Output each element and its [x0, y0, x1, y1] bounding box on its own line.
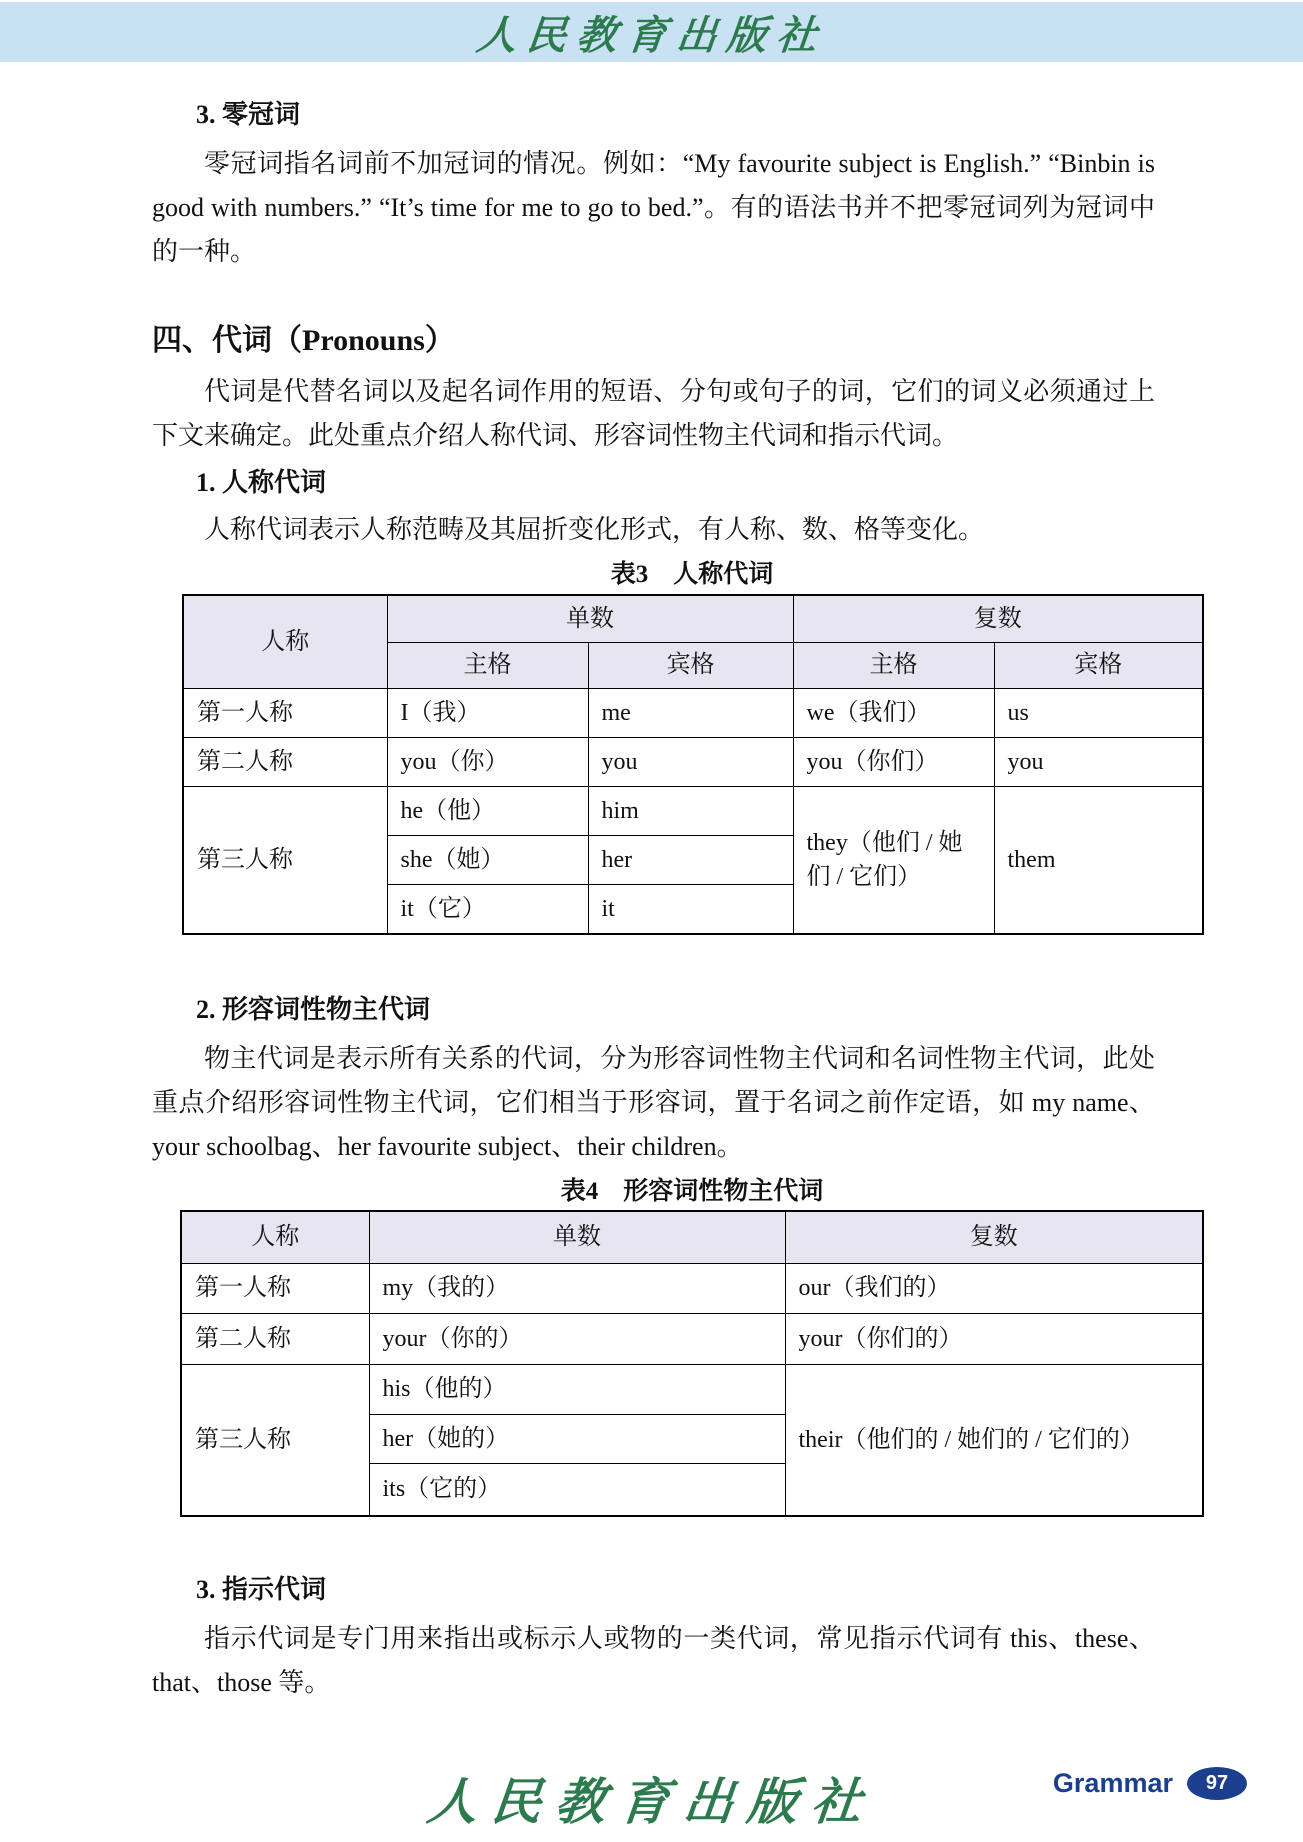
table3-header-plural: 复数 [793, 595, 1203, 642]
table4-r3-pl: their（他们的 / 她们的 / 它们的） [785, 1364, 1203, 1516]
table3-r1-pl-nom: we（我们） [793, 688, 994, 737]
table-row [181, 1263, 1203, 1313]
table3-r1-person: 第一人称 [183, 688, 387, 737]
footer-nav [1053, 1767, 1247, 1800]
table3-r2-person: 第二人称 [183, 737, 387, 786]
table3-r1-sg-obj: me [588, 688, 793, 737]
table3-header-pl-objective: 宾格 [994, 642, 1203, 688]
paragraph-zero-article: 零冠词指名词前不加冠词的情况。例如：“My favourite subject is English.” “Binbin is good with numbers.” “It’s time for me to go to bed.”。有的语法书并不把零冠词列为冠词中的一种。 [152, 149, 1155, 266]
table3-r2-sg-nom: you（你） [387, 737, 588, 786]
table-row [183, 688, 1203, 737]
heading-zero-article: 3. 零冠词 [196, 100, 301, 129]
table3-r3c-sg-obj: it [588, 884, 793, 934]
table3-header-sg-objective: 宾格 [588, 642, 793, 688]
table-row [183, 786, 1203, 835]
table4-r3-person: 第三人称 [181, 1364, 369, 1516]
grammar-section-label: Grammar [1052, 1768, 1173, 1798]
paragraph-pronouns-intro: 代词是代替名词以及起名词作用的短语、分句或句子的词，它们的词义必须通过上下文来确定。此处重点介绍人称代词、形容词性物主代词和指示代词。 [152, 377, 1155, 450]
table-row [181, 1364, 1203, 1414]
table3-r1-pl-obj: us [994, 688, 1203, 737]
table4-r2-person: 第二人称 [181, 1313, 369, 1364]
table4-r1-person: 第一人称 [181, 1263, 369, 1313]
table4-r1-pl: our（我们的） [785, 1263, 1203, 1313]
table3-r3b-sg-nom: she（她） [387, 835, 588, 884]
table3-r3a-sg-nom: he（他） [387, 786, 588, 835]
paragraph-demonstrative-pronouns: 指示代词是专门用来指出或标示人或物的一类代词，常见指示代词有 this、these、that、those 等。 [152, 1624, 1155, 1697]
table3-r2-sg-obj: you [588, 737, 793, 786]
table4-header-singular: 单数 [369, 1211, 785, 1263]
table3-header-person: 人称 [183, 595, 387, 688]
table3-header-sg-nominative: 主格 [387, 642, 588, 688]
table3-r2-pl-nom: you（你们） [793, 737, 994, 786]
table4-r1-sg: my（我的） [369, 1263, 785, 1313]
table4-r2-pl: your（你们的） [785, 1313, 1203, 1364]
table3-r3-pl-nom: they（他们 / 她们 / 它们） [793, 786, 994, 934]
table-personal-pronouns [182, 594, 1204, 935]
table3-r1-sg-nom: I（我） [387, 688, 588, 737]
table3-header-singular: 单数 [387, 595, 793, 642]
heading-personal-pronouns: 1. 人称代词 [196, 468, 327, 497]
table4-r3b-sg: her（她的） [369, 1414, 785, 1463]
table-possessive-pronouns [180, 1210, 1204, 1517]
table3-r3-pl-obj: them [994, 786, 1203, 934]
table3-caption: 表3 人称代词 [610, 561, 774, 588]
top-banner [0, 2, 1303, 62]
table3-r3c-sg-nom: it（它） [387, 884, 588, 934]
footer-publisher-logo-text: 人民教育出版社 [424, 1774, 879, 1830]
table3-r2-pl-obj: you [994, 737, 1203, 786]
page-number-badge: 97 [1187, 1767, 1247, 1800]
table-row [181, 1313, 1203, 1364]
table-row [183, 737, 1203, 786]
heading-demonstrative-pronouns: 3. 指示代词 [196, 1575, 327, 1604]
table4-header-plural: 复数 [785, 1211, 1203, 1263]
paragraph-possessive-pronouns: 物主代词是表示所有关系的代词，分为形容词性物主代词和名词性物主代词，此处重点介绍形容词性物主代词，它们相当于形容词，置于名词之前作定语，如 my name、your schoolbag、her favourite subject、their children。 [152, 1044, 1155, 1161]
publisher-logo-text: 人民教育出版社 [473, 12, 829, 58]
table4-header-person: 人称 [181, 1211, 369, 1263]
paragraph-personal-pronouns: 人称代词表示人称范畴及其屈折变化形式，有人称、数、格等变化。 [204, 515, 985, 544]
table4-caption: 表4 形容词性物主代词 [560, 1178, 824, 1205]
table3-r3b-sg-obj: her [588, 835, 793, 884]
page-content [0, 98, 1303, 1705]
table3-r3a-sg-obj: him [588, 786, 793, 835]
table3-r3-person: 第三人称 [183, 786, 387, 934]
table4-r2-sg: your（你的） [369, 1313, 785, 1364]
heading-pronouns: 四、代词（Pronouns） [152, 324, 455, 357]
table4-r3c-sg: its（它的） [369, 1463, 785, 1516]
table3-header-pl-nominative: 主格 [793, 642, 994, 688]
heading-possessive-pronouns: 2. 形容词性物主代词 [196, 995, 431, 1024]
table4-r3a-sg: his（他的） [369, 1364, 785, 1414]
